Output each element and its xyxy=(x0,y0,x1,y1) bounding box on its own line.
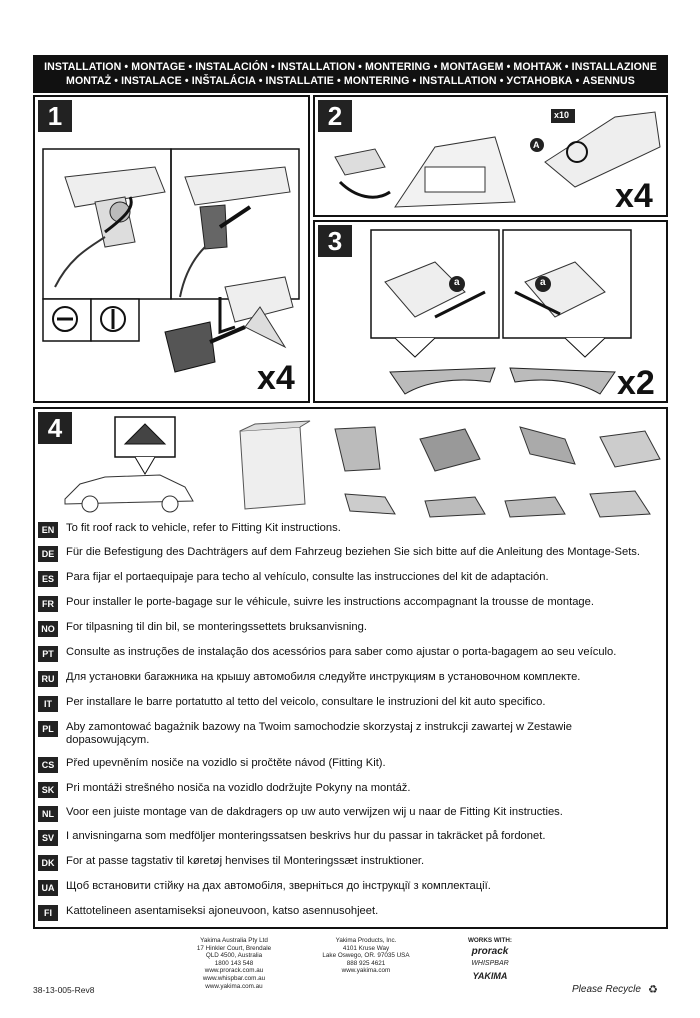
language-code-badge: PT xyxy=(38,646,58,662)
language-code-badge: FR xyxy=(38,596,58,612)
language-code-badge: CS xyxy=(38,757,58,773)
language-code-badge: PL xyxy=(38,721,58,737)
au-line: Yakima Australia Pty Ltd xyxy=(200,937,268,944)
au-link[interactable]: www.yakima.com.au xyxy=(205,982,263,990)
us-line: 888 925 4621 xyxy=(346,959,386,967)
instruction-text: For at passe tagstativ til køretøj henvises til Monteringssæt instruktioner. xyxy=(66,855,425,867)
language-code-badge: DK xyxy=(38,855,58,871)
instruction-text: Щоб встановити стійку на дах автомобіля, зверніться до інструкції з комплектації. xyxy=(66,880,491,892)
footer-usa-address xyxy=(310,937,422,975)
language-code-badge: IT xyxy=(38,696,58,712)
language-code-badge: RU xyxy=(38,671,58,687)
instruction-row xyxy=(38,571,658,587)
instruction-row xyxy=(38,855,658,871)
step-1-panel xyxy=(33,95,310,403)
step-2-number: 2 xyxy=(318,100,352,132)
us-link[interactable]: www.yakima.com xyxy=(341,967,391,975)
step-2-multiplier: x4 xyxy=(615,177,653,215)
instruction-text: Для установки багажника на крышу автомобиля следуйте инструкциям в установочном комплекте. xyxy=(66,671,581,683)
language-code-badge: ES xyxy=(38,571,58,587)
instruction-text: To fit roof rack to vehicle, refer to Fitting Kit instructions. xyxy=(66,522,341,534)
au-link[interactable]: www.prorack.com.au xyxy=(204,967,264,975)
instruction-text: Consulte as instruções de instalação dos acessórios para saber como ajustar o porta-bagagem ao seu veículo. xyxy=(66,646,617,658)
instruction-text: Para fijar el portaequipaje para techo al vehículo, consulte las instrucciones del kit de adaptación. xyxy=(66,571,549,583)
step-3-number: 3 xyxy=(318,225,352,257)
instruction-row xyxy=(38,905,658,921)
language-code-badge: SV xyxy=(38,830,58,846)
au-link[interactable]: www.whispbar.com.au xyxy=(202,974,266,982)
footer-australia-address xyxy=(178,937,290,990)
us-line: Lake Oswego, OR. 97035 USA xyxy=(322,952,410,960)
installation-header xyxy=(33,55,668,93)
language-code-badge: EN xyxy=(38,522,58,538)
instruction-row xyxy=(38,671,658,687)
step-2-label-a: A xyxy=(533,140,540,150)
works-with-label: WORKS WITH: xyxy=(467,937,513,944)
instruction-row xyxy=(38,621,658,637)
language-code-badge: NL xyxy=(38,806,58,822)
step-2-panel xyxy=(313,95,668,217)
recycle-icon: ♻ xyxy=(648,984,658,996)
step-1-multiplier: x4 xyxy=(257,359,295,397)
step-3-label-a-left: a xyxy=(454,277,460,288)
brand-whispbar: WHISPBAR xyxy=(471,959,509,967)
us-line: Yakima Products, Inc. xyxy=(335,937,397,944)
instruction-text: Voor een juiste montage van de dakdragers op uw auto verwijzen wij u naar de Fitting Kit instructies. xyxy=(66,806,563,818)
works-with-block xyxy=(450,937,530,983)
language-code-badge: UA xyxy=(38,880,58,896)
instruction-row xyxy=(38,522,658,538)
instruction-text: For tilpasning til din bil, se monteringssettets bruksanvisning. xyxy=(66,621,367,633)
au-line: 17 Hinkler Court, Brendale xyxy=(196,944,272,952)
au-line: 1800 143 548 xyxy=(214,959,254,967)
header-line-1: INSTALLATION • MONTAGE • INSTALACIÓN • INSTALLATION • MONTERING • MONTAGEM • МОНТАЖ • INSTALLAZIONE xyxy=(44,61,657,73)
instruction-text: I anvisningarna som medföljer monteringssatsen beskrivs hur du passar in takräcket på fordonet. xyxy=(66,830,546,842)
instruction-text: Aby zamontować bagażnik bazowy na Twoim samochodzie skorzystaj z instrukcji zawartej w Zestawie dopasowującym. xyxy=(66,721,572,746)
header-line-2: MONTAŻ • INSTALACE • INŠTALÁCIA • INSTALLATIE • MONTERING • INSTALLATION • УСТАНОВКА • ASENNUS xyxy=(66,75,635,87)
instruction-row xyxy=(38,546,658,562)
step-3-label-a-right: a xyxy=(540,277,546,288)
instruction-row xyxy=(38,646,658,662)
step-4-number: 4 xyxy=(38,412,72,444)
instruction-text: Pri montáži strešného nosiča na vozidlo dodržujte Pokyny na montáž. xyxy=(66,782,411,794)
au-line: QLD 4500, Australia xyxy=(205,952,263,960)
instruction-text: Kattotelineen asentamiseksi ajoneuvoon, katso asennusohjeet. xyxy=(66,905,379,917)
step-1-number: 1 xyxy=(38,100,72,132)
step-3-multiplier: x2 xyxy=(617,364,655,402)
instruction-row xyxy=(38,830,658,846)
instruction-text: Für die Befestigung des Dachträgers auf dem Fahrzeug beziehen Sie sich bitte auf die Anleitung des Montage-Sets. xyxy=(66,546,641,558)
instruction-row xyxy=(38,721,658,747)
language-code-badge: FI xyxy=(38,905,58,921)
part-number: 38-13-005-Rev8 xyxy=(33,985,95,995)
instruction-row xyxy=(38,782,658,798)
instruction-row xyxy=(38,880,658,896)
instruction-row xyxy=(38,596,658,612)
step-4-illustration xyxy=(35,409,670,519)
step-3-panel xyxy=(313,220,668,403)
language-code-badge: DE xyxy=(38,546,58,562)
us-line: 4101 Kruse Way xyxy=(342,944,390,952)
instruction-text: Před upevněním nosiče na vozidlo si pročtěte návod (Fitting Kit). xyxy=(66,757,386,769)
instruction-text: Pour installer le porte-bagage sur le véhicule, suivre les instructions accompagnant la trousse de montage. xyxy=(66,596,594,608)
instruction-row xyxy=(38,757,658,773)
instruction-row xyxy=(38,806,658,822)
brand-prorack: prorack xyxy=(471,945,509,957)
brand-yakima: YAKIMA xyxy=(472,970,508,981)
step-2-badge-x10: x10 xyxy=(554,110,570,120)
step-4-panel xyxy=(33,407,668,929)
language-code-badge: SK xyxy=(38,782,58,798)
instruction-row xyxy=(38,696,658,712)
please-recycle: Please Recycle xyxy=(572,984,641,995)
language-code-badge: NO xyxy=(38,621,58,637)
instruction-text: Per installare le barre portatutto al tetto del veicolo, consultare le instruzioni del kit auto specifico. xyxy=(66,696,546,708)
